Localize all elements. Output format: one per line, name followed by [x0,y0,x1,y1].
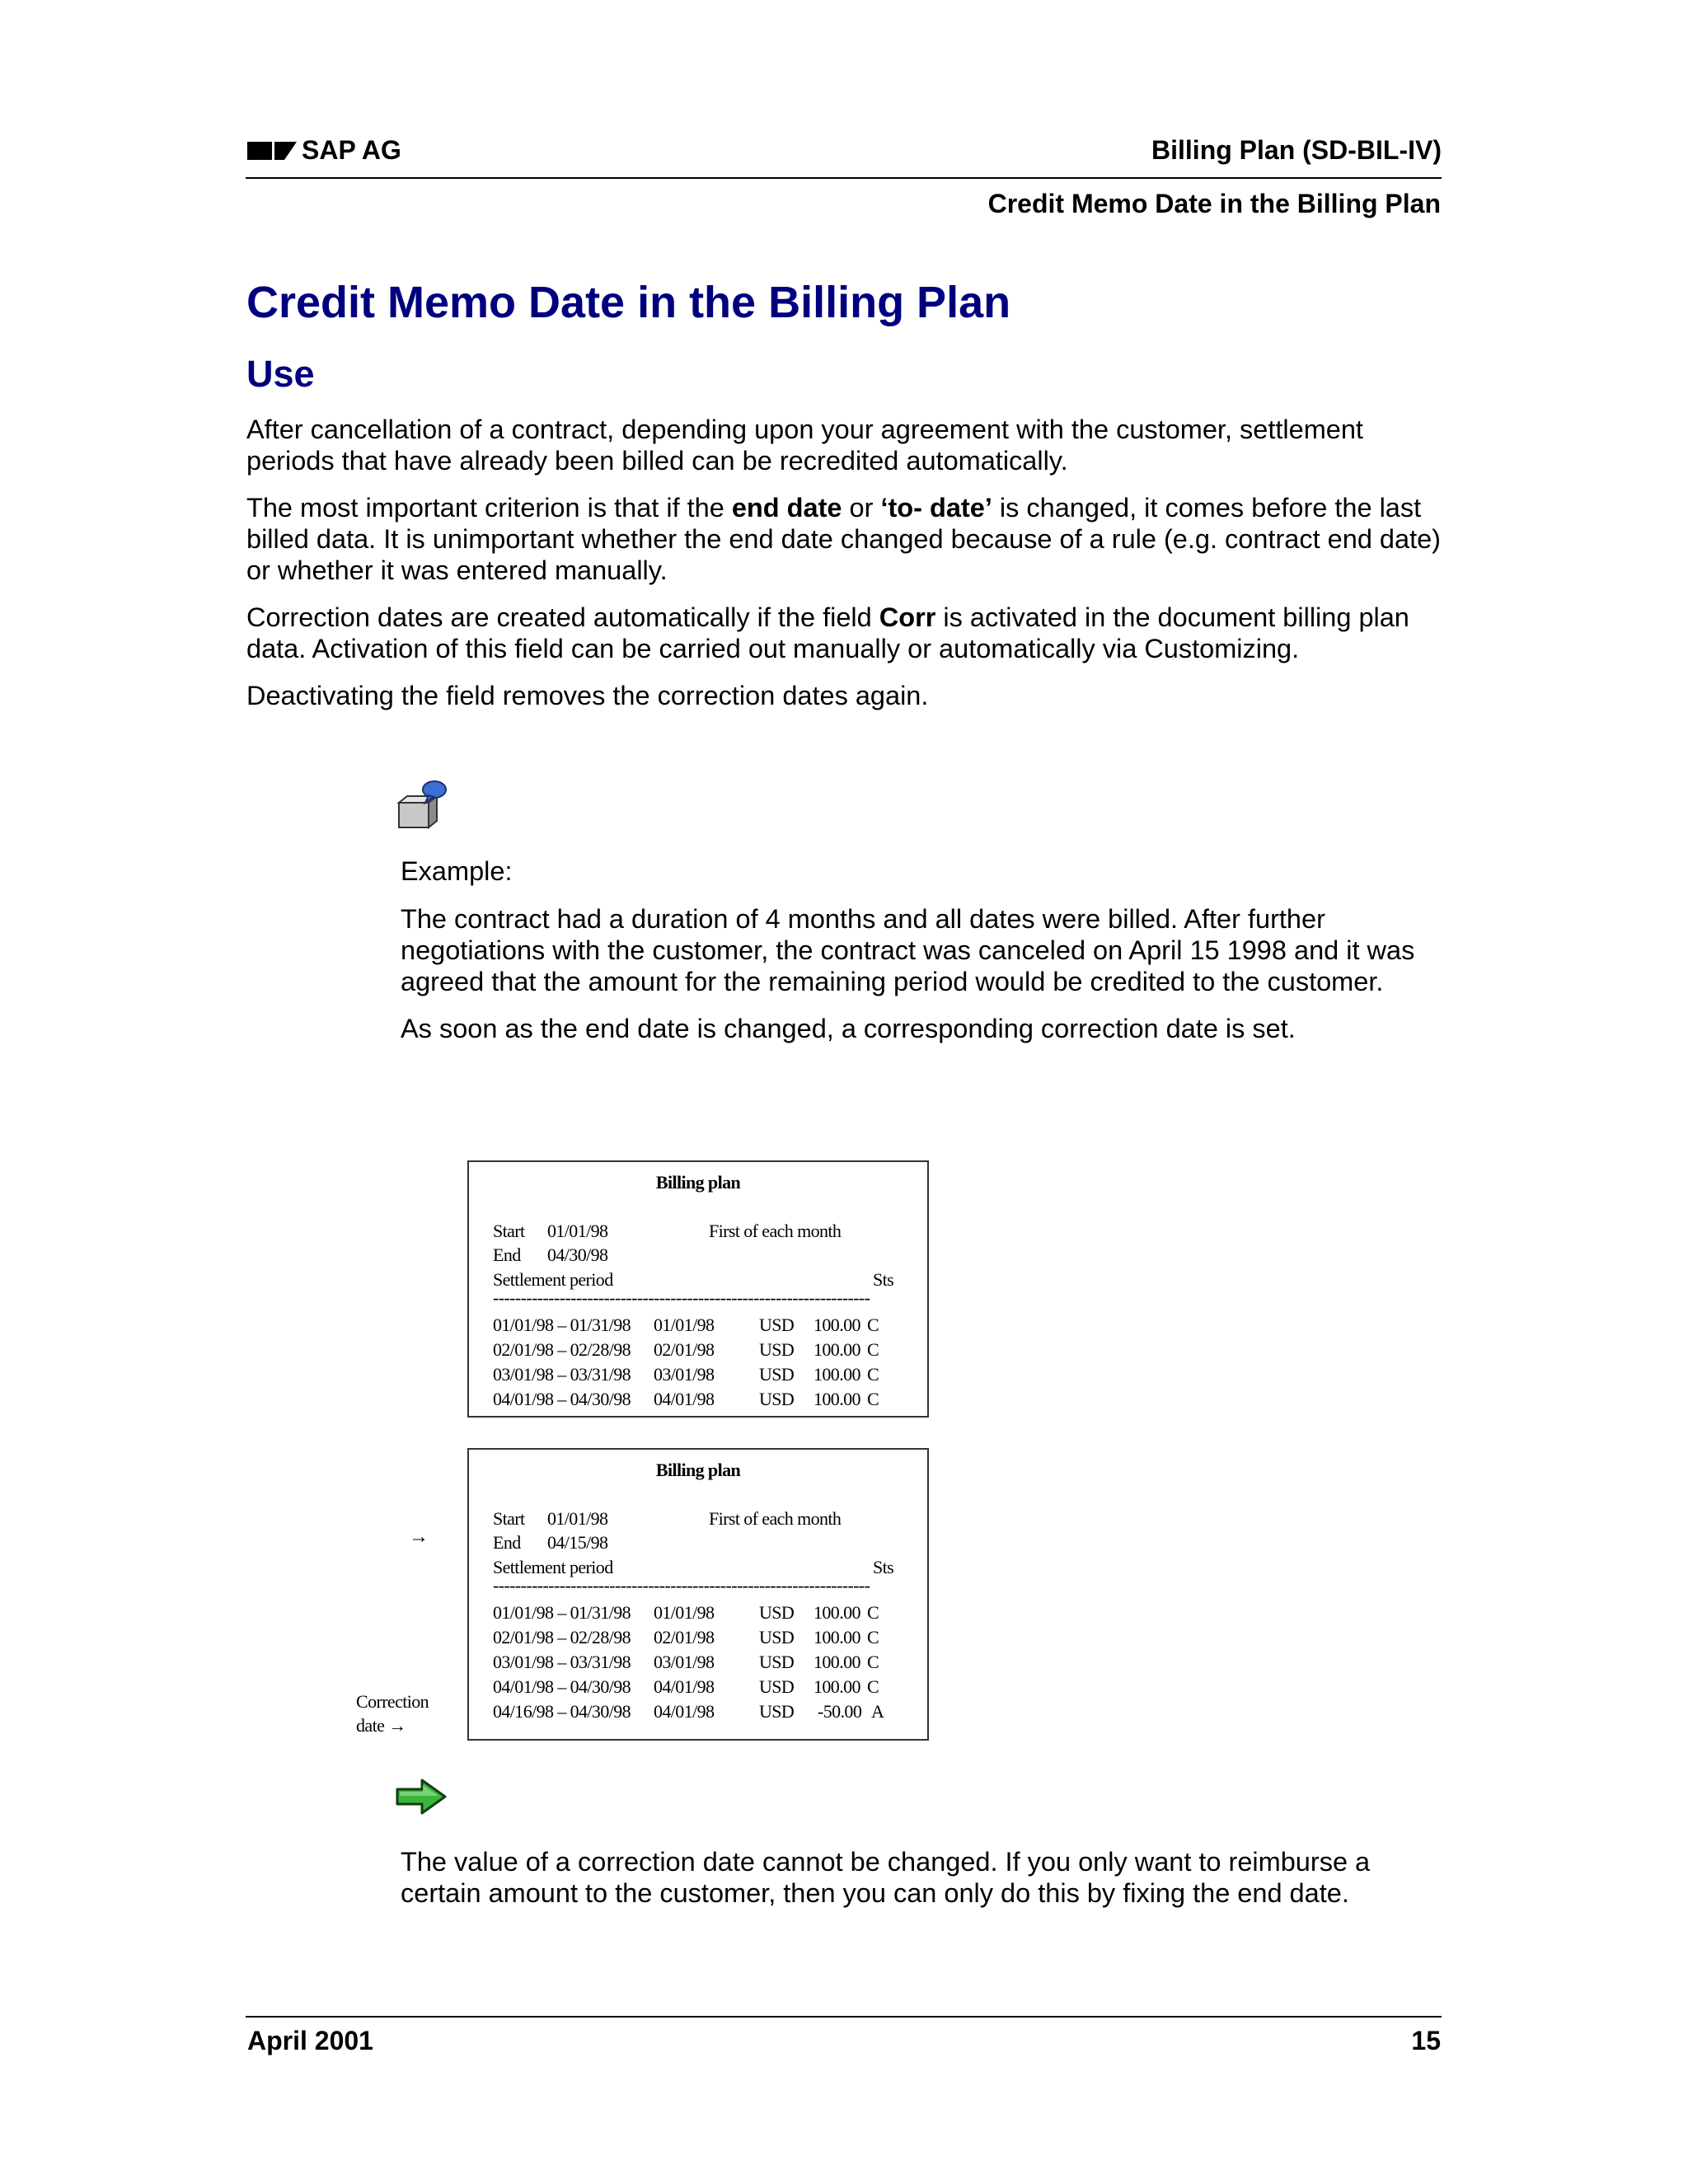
header [246,132,1442,173]
row-period: 04/01/98 – 04/30/98 [493,1676,631,1697]
row-date: 03/01/98 [654,1652,715,1672]
row-currency: USD [759,1676,795,1697]
end-date-arrow: → [409,1526,429,1548]
correction-date-label: date → [356,1715,406,1736]
row-date: 04/01/98 [654,1701,715,1722]
row-amount: 100.00 [814,1652,860,1672]
start-value: 01/01/98 [547,1508,608,1529]
paragraph-3-text: is activated in the document billing plan data. Activation of this field can be carried out manually or automatically via Customizing. [246,602,1409,663]
example-block [401,855,1431,1044]
row-date: 04/01/98 [654,1676,715,1697]
row-currency: USD [759,1602,795,1623]
billing-plan-title: Billing plan [655,1172,741,1193]
paragraph-1: After cancellation of a contract, depending upon your agreement with the customer, settlement periods that have already been billed can be recredited automatically. [246,415,1363,476]
start-value: 01/01/98 [547,1221,608,1241]
row-currency: USD [759,1389,795,1409]
row-status: C [867,1339,879,1360]
row-currency: USD [759,1701,795,1722]
paragraph-2-bold-end-date: end date [731,493,842,523]
paragraph-3-text: Correction dates are created automatically if the field [246,602,879,632]
billing-plan-box-2 [467,1448,929,1741]
end-value: 04/30/98 [547,1244,608,1265]
header-rule [246,177,1442,179]
row-currency: USD [759,1364,795,1385]
paragraph-2 [246,492,1450,586]
end-label: End [493,1532,521,1553]
use-heading: Use [246,353,315,395]
row-amount: 100.00 [814,1315,860,1335]
row-period: 02/01/98 – 02/28/98 [493,1627,631,1647]
row-date: 04/01/98 [654,1389,715,1409]
row-status: C [867,1602,879,1623]
billing-rule: First of each month [709,1508,842,1529]
row-date: 01/01/98 [654,1315,715,1335]
row-currency: USD [759,1315,795,1335]
row-period: 04/16/98 – 04/30/98 [493,1701,631,1722]
row-date: 02/01/98 [654,1627,715,1647]
row-status: C [867,1627,879,1647]
paragraph-2-bold-to-date: ‘to- date’ [880,493,992,523]
paragraph-2-text: is changed, it comes before the last billed data. It is unimportant whether the end date changed because of a rule (e.g. contract end date) or whether it was entered manually. [246,493,1441,585]
row-status: C [867,1652,879,1672]
paragraph-3 [246,602,1450,664]
row-amount: 100.00 [814,1364,860,1385]
paragraph-2-text: or [842,493,881,523]
row-date: 03/01/98 [654,1364,715,1385]
divider: -------------------------------------------------------------------- [493,1575,870,1596]
page-title: Credit Memo Date in the Billing Plan [246,278,1011,327]
start-label: Start [493,1508,525,1529]
row-amount: 100.00 [814,1627,860,1647]
row-currency: USD [759,1339,795,1360]
row-status: A [871,1701,884,1722]
row-period: 03/01/98 – 03/31/98 [493,1364,631,1385]
row-amount: 100.00 [814,1676,860,1697]
header-company: SAP AG [302,135,401,165]
sts-label: Sts [873,1269,894,1290]
row-amount: 100.00 [814,1339,860,1360]
header-section: Billing Plan (SD-BIL-IV) [1151,135,1442,165]
note-text: The value of a correction date cannot be changed. If you only want to reimburse a certain amount to the customer, then you can only do this by fixing the end date. [401,1847,1371,1908]
row-period: 01/01/98 – 01/31/98 [493,1315,631,1335]
footer-rule [246,2016,1442,2018]
divider: -------------------------------------------------------------------- [493,1287,870,1308]
row-amount: -50.00 [818,1701,862,1722]
row-status: C [867,1676,879,1697]
sts-label: Sts [873,1557,894,1577]
paragraph-4: Deactivating the field removes the correction dates again. [246,681,929,710]
row-period: 01/01/98 – 01/31/98 [493,1602,631,1623]
row-currency: USD [759,1652,795,1672]
paragraph-3-bold-corr: Corr [879,602,936,632]
paragraph-2-text: The most important criterion is that if the [246,493,732,523]
row-date: 02/01/98 [654,1339,715,1360]
example-text-1: The contract had a duration of 4 months and all dates were billed. After further negotiations with the customer, the contract was canceled on April 15 1998 and it was agreed that the amount for the remaining period would be credited to the customer. [401,904,1415,996]
sap-logo-icon [247,142,297,160]
row-status: C [867,1315,879,1335]
header-subsection: Credit Memo Date in the Billing Plan [987,189,1441,218]
billing-rule: First of each month [709,1221,842,1241]
row-amount: 100.00 [814,1602,860,1623]
correction-label: Correction [356,1691,429,1712]
row-period: 03/01/98 – 03/31/98 [493,1652,631,1672]
settlement-period-label: Settlement period [493,1557,613,1577]
page-number: 15 [1411,2026,1441,2055]
billing-plan-title: Billing plan [655,1460,741,1480]
start-label: Start [493,1221,525,1241]
row-currency: USD [759,1627,795,1647]
footer-date: April 2001 [247,2026,373,2055]
row-status: C [867,1364,879,1385]
end-value: 04/15/98 [547,1532,608,1553]
settlement-period-label: Settlement period [493,1269,613,1290]
row-status: C [867,1389,879,1409]
example-label: Example: [401,856,513,886]
example-text-2: As soon as the end date is changed, a corresponding correction date is set. [401,1014,1296,1043]
row-period: 04/01/98 – 04/30/98 [493,1389,631,1409]
row-date: 01/01/98 [654,1602,715,1623]
billing-plan-box-1 [467,1160,929,1418]
row-amount: 100.00 [814,1389,860,1409]
end-label: End [493,1244,521,1265]
body-text [246,414,1450,711]
green-arrow-icon [396,1778,447,1816]
row-period: 02/01/98 – 02/28/98 [493,1339,631,1360]
example-speech-bubble-icon [396,778,448,832]
